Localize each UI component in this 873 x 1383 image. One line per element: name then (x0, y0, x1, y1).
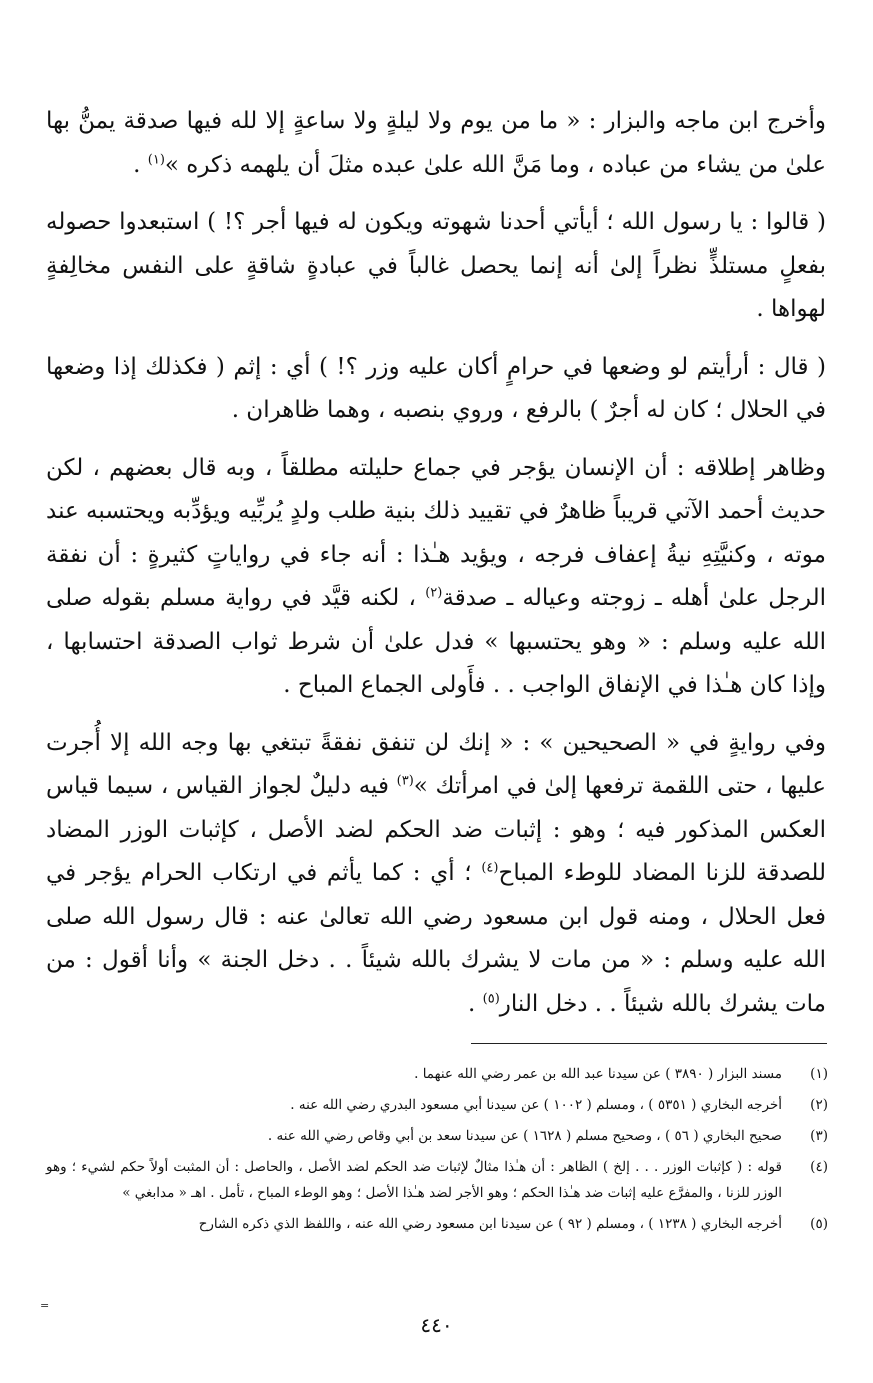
footnote-text: أخرجه البخاري ( ١٢٣٨ ) ، ومسلم ( ٩٢ ) عن سيدنا ابن مسعود رضي الله عنه ، واللفظ الذي ذكره الشارح (198, 1216, 782, 1232)
footnote-text: صحيح البخاري ( ٥٦ ) ، وصحيح مسلم ( ١٦٢٨ ) عن سيدنا سعد بن أبي وقاص رضي الله عنه . (267, 1128, 782, 1144)
footnote-ref[interactable]: (٢) (425, 585, 443, 601)
footnote-divider (471, 1043, 827, 1044)
footnote-ref[interactable]: (٣) (396, 773, 414, 789)
paragraph-tail: . (133, 151, 148, 178)
paragraph-text: ( قال : أرأيتم لو وضعها في حرامٍ أكان عليه وزر ؟! ) أي : إثم ( فكذلك إذا وضعها في الحلال ؛ كان له أجرٌ ) بالرفع ، وروي بنصبه ، وهما ظاهران . (46, 353, 826, 423)
footnote-number: (٤) (810, 1159, 828, 1175)
footnote-4 (46, 1154, 828, 1206)
footnote-1 (46, 1061, 828, 1087)
footnote-number: (٣) (810, 1128, 828, 1144)
footnote-2 (46, 1092, 828, 1118)
paragraph-text: وأخرج ابن ماجه والبزار : « ما من يوم ولا ليلةٍ ولا ساعةٍ إلا لله فيها صدقة يمنُّ بها علىٰ من يشاء من عباده ، وما مَنَّ الله علىٰ عبده مثلَ أن يلهمه ذكره » (46, 108, 826, 178)
paragraph-2 (46, 201, 826, 332)
paragraph-tail: . (468, 990, 483, 1017)
footnote-3 (46, 1123, 828, 1149)
paragraph-1 (46, 100, 826, 187)
paragraph-4 (46, 447, 826, 708)
footnotes (46, 1061, 828, 1242)
footnote-text: قوله : ( كإثبات الوزر . . . إلخ ) الظاهر : أن هـٰذا مثالٌ لإثبات ضد الحكم لضد الأصل ، والحاصل : أن المثبت أولاً حكم لشيء ؛ وهو الوزر للزنا ، والمفرَّع عليه إثبات ضد هـٰذا الحكم ؛ وهو الأجر لضد هـٰذا الأصل ؛ وهو الوطء المباح ، تأمل . اهـ « مدابغي » (46, 1159, 782, 1201)
paragraph-text: وفي روايةٍ في « الصحيحين » : « إنك لن تنفق نفقةً تبتغي بها وجه الله إلا أُجرت عليها ، حتى اللقمة ترفعها إلىٰ في امرأتك » (46, 729, 826, 799)
footnote-text: أخرجه البخاري ( ٥٣٥١ ) ، ومسلم ( ١٠٠٢ ) عن سيدنا أبي مسعود البدري رضي الله عنه . (290, 1097, 782, 1113)
paragraph-5 (46, 722, 826, 1027)
paragraph-tail: فيه دليلٌ لجواز القياس ، سيما قياس العكس المذكور فيه ؛ وهو : إثبات ضد الحكم لضد الأصل ، كإثبات الوزر المضاد للصدقة للزنا المضاد للوطء المباح (46, 773, 826, 886)
footnote-text: مسند البزار ( ٣٨٩٠ ) عن سيدنا عبد الله بن عمر رضي الله عنهما . (414, 1066, 782, 1082)
paragraph-text: وظاهر إطلاقه : أن الإنسان يؤجر في جماع حليلته مطلقاً ، وبه قال بعضهم ، لكن حديث أحمد الآتي قريباً ظاهرٌ في تقييد ذلك بنية طلب ولدٍ يُربِّيه ويؤدِّبه ويحتسبه عند موته ، وكنيَّتِهِ نيةُ إعفاف فرجه ، ويؤيد هـٰذا : أنه جاء في رواياتٍ كثيرةٍ : أن نفقة الرجل علىٰ أهله ـ زوجته وعياله ـ صدقة (46, 454, 827, 611)
footnote-number: (٢) (810, 1097, 828, 1113)
paragraph-3 (46, 346, 826, 433)
continuation-mark: = (40, 1299, 50, 1312)
paragraph-tail: ، لكنه قيَّد في رواية مسلم بقوله صلى الله عليه وسلم : « وهو يحتسبها » فدل علىٰ أن شرط ثواب الصدقة احتسابها ، وإذا كان هـٰذا في الإنفاق الواجب . . فأَولى الجماع المباح . (46, 585, 826, 698)
footnote-ref[interactable]: (٥) (482, 990, 500, 1006)
footnote-ref[interactable]: (١) (147, 151, 165, 167)
page-number: ٤٤٠ (420, 1313, 453, 1337)
footnote-5 (46, 1211, 828, 1237)
main-text (46, 100, 826, 1040)
footnote-number: (١) (810, 1066, 828, 1082)
footnote-number: (٥) (810, 1216, 828, 1232)
paragraph-text: ( قالوا : يا رسول الله ؛ أيأتي أحدنا شهوته ويكون له فيها أجر ؟! ) استبعدوا حصوله بفعلٍ مستلذٍّ نظراً إلىٰ أنه إنما يحصل غالباً في عبادةٍ شاقةٍ على النفس مخالِفةٍ لهواها . (46, 209, 826, 322)
footnote-ref[interactable]: (٤) (481, 860, 499, 876)
paragraph-tail: ؛ أي : كما يأثم في ارتكاب الحرام يؤجر في فعل الحلال ، ومنه قول ابن مسعود رضي الله تعالىٰ عنه : قال رسول الله صلى الله عليه وسلم : « من مات لا يشرك بالله شيئاً . . دخل الجنة » وأنا أقول : من مات يشرك بالله شيئاً . . دخل النار (46, 860, 826, 1017)
